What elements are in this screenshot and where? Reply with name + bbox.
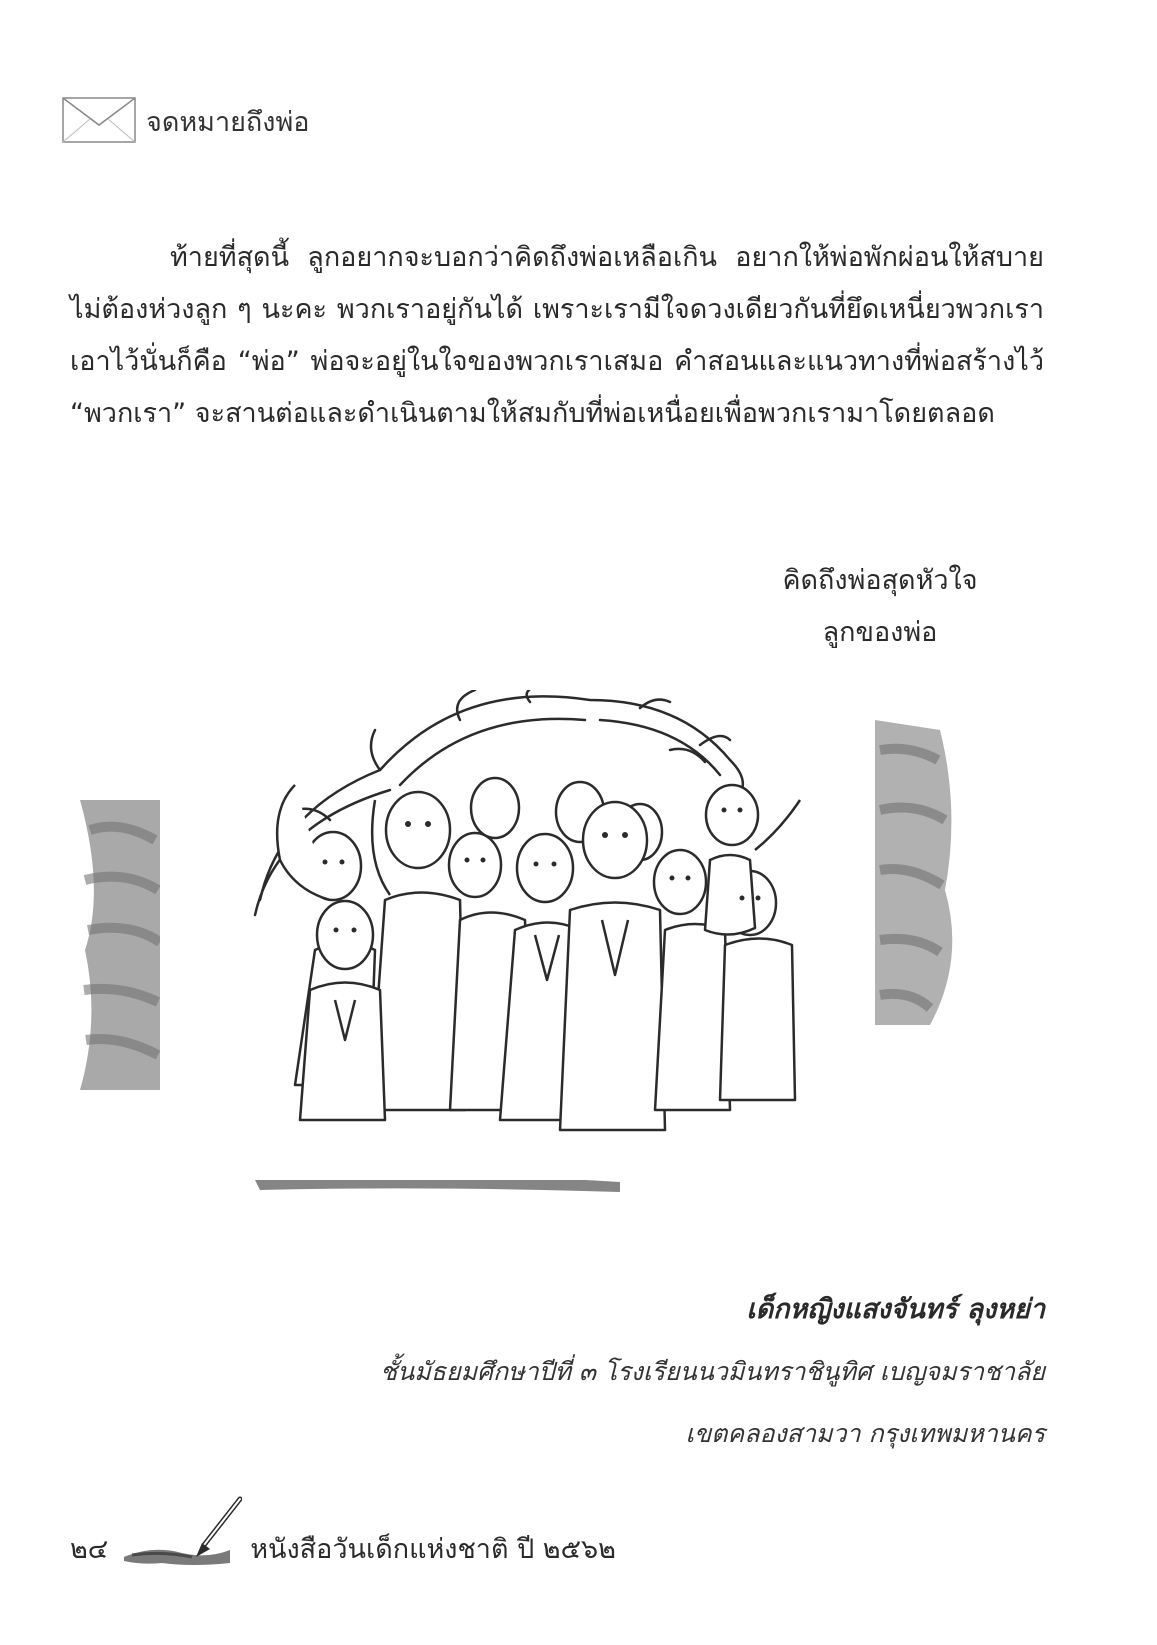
letter-body bbox=[70, 232, 1044, 440]
author-block bbox=[380, 1290, 1045, 1454]
page-number: ๒๔ bbox=[70, 1534, 109, 1565]
author-school: ชั้นมัธยมศึกษาปีที่ ๓ โรงเรียนนวมินทราชินูทิศ เบญจมราชาลัย bbox=[380, 1357, 1045, 1386]
author-name: เด็กหญิงแสงจันทร์ ลุงหย่า bbox=[746, 1294, 1045, 1325]
letter-paragraph: ท้ายที่สุดนี้ ลูกอยากจะบอกว่าคิดถึงพ่อเหลือเกิน อยากให้พ่อพักผ่อนให้สบาย ไม่ต้องห่วงลูก ๆ นะคะ พวกเราอยู่กันได้ เพราะเรามีใจดวงเดียวกันที่ยึดเหนี่ยวพวกเราเอาไว้นั่นก็คือ “พ่อ” พ่อจะอยู่ในใจของพวกเราเสมอ คำสอนและแนวทางที่พ่อสร้างไว้ “พวกเรา” จะสานต่อและดำเนินตามให้สมกับที่พ่อเหนื่อยเพื่อพวกเรามาโดยตลอด bbox=[70, 242, 1044, 429]
book-title: หนังสือวันเด็กแห่งชาติ ปี ๒๕๖๒ bbox=[250, 1534, 616, 1565]
envelope-icon bbox=[62, 97, 136, 145]
closing-line-2: ลูกของพ่อ bbox=[822, 617, 938, 648]
children-illustration bbox=[80, 690, 1000, 1250]
closing-line-1: คิดถึงพ่อสุดหัวใจ bbox=[782, 565, 978, 596]
letter-closing bbox=[760, 555, 1000, 659]
page-header bbox=[62, 96, 309, 146]
paintbrush-icon bbox=[122, 1495, 242, 1567]
section-title: จดหมายถึงพ่อ bbox=[146, 106, 310, 138]
page-footer bbox=[70, 1495, 616, 1567]
author-district: เขตคลองสามวา กรุงเทพมหานคร bbox=[685, 1419, 1045, 1448]
